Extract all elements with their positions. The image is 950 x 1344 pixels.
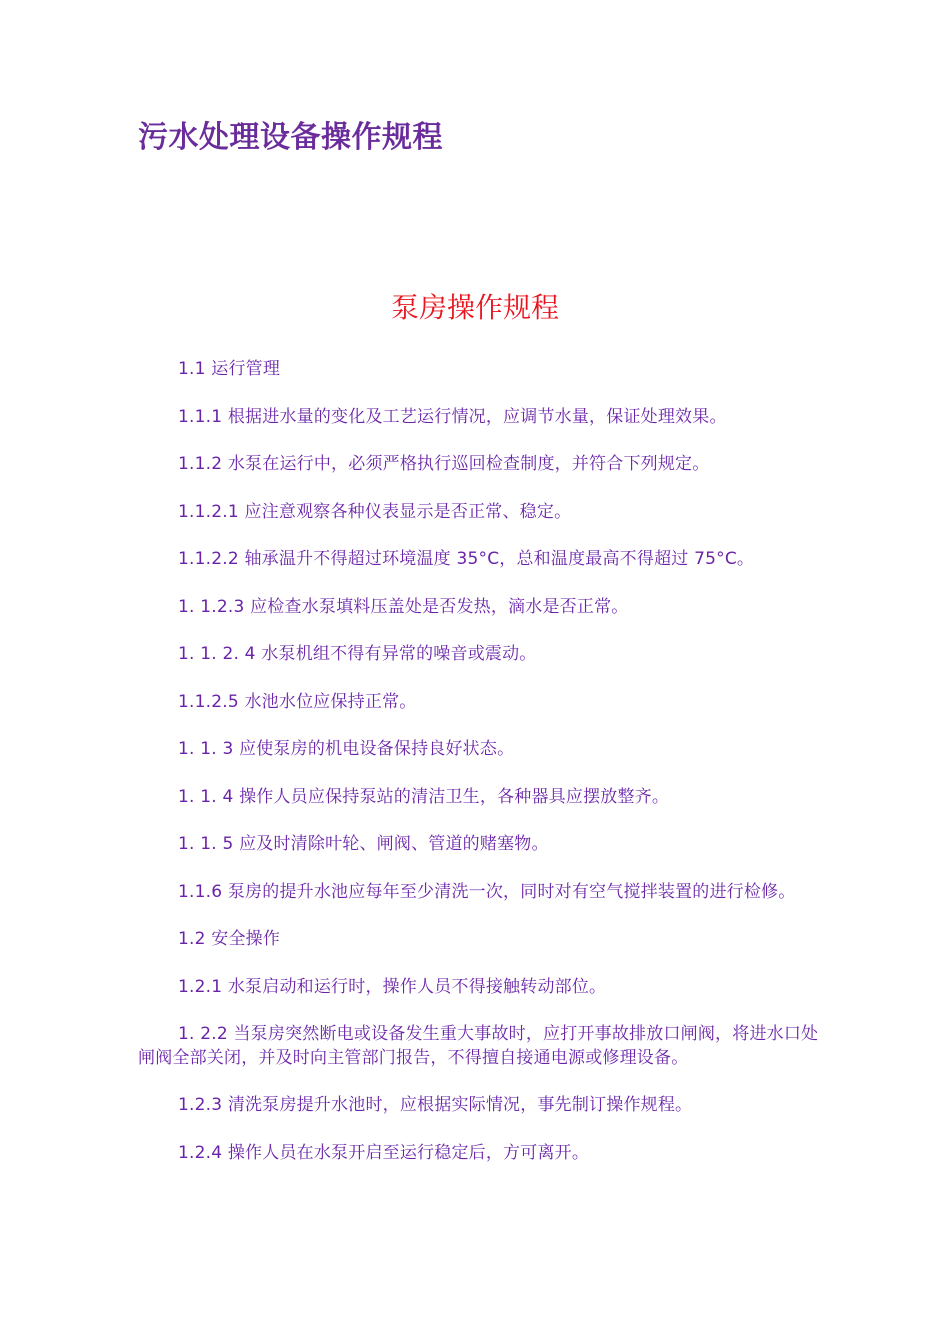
body-paragraphs [138, 358, 824, 1189]
paragraph: 1.2.4 操作人员在水泵开启至运行稳定后，方可离开。 [178, 1142, 590, 1163]
document-title: 污水处理设备操作规程 [138, 120, 443, 155]
paragraph: 1.1.2 水泵在运行中，必须严格执行巡回检查制度，并符合下列规定。 [178, 454, 710, 474]
paragraph: 1.1 运行管理 [178, 359, 281, 379]
paragraph: 1.1.2.5 水池水位应保持正常。 [178, 691, 417, 712]
paragraph: 1.2 安全操作 [178, 929, 281, 949]
paragraph: 1.2.3 清洗泵房提升水池时，应根据实际情况，事先制订操作规程。 [178, 1095, 693, 1115]
paragraph: 1. 1. 5 应及时清除叶轮、闸阀、管道的赌塞物。 [178, 834, 549, 854]
paragraph: 1.1.2.2 轴承温升不得超过环境温度 35°C，总和温度最高不得超过 75°C。 [178, 549, 755, 569]
paragraph: 1. 1. 3 应使泵房的机电设备保持良好状态。 [178, 739, 515, 759]
paragraph: 1.1.1 根据进水量的变化及工艺运行情况，应调节水量，保证处理效果。 [178, 406, 727, 427]
section-title: 泵房操作规程 [390, 291, 559, 324]
paragraph: 1. 2.2 当泵房突然断电或设备发生重大事故时，应打开事故排放口闸阀，将进水口处闸阀全部关闭，并及时向主管部门报告，不得擅自接通电源或修理设备。 [138, 1024, 819, 1068]
paragraph: 1. 1.2.3 应检查水泵填料压盖处是否发热，滴水是否正常。 [178, 596, 629, 617]
paragraph: 1.1.6 泵房的提升水池应每年至少清洗一次，同时对有空气搅拌装置的进行检修。 [178, 881, 796, 902]
paragraph: 1. 1. 4 操作人员应保持泵站的清洁卫生，各种器具应摆放整齐。 [178, 786, 670, 807]
paragraph: 1.1.2.1 应注意观察各种仪表显示是否正常、稳定。 [178, 501, 572, 522]
paragraph: 1. 1. 2. 4 水泵机组不得有异常的噪音或震动。 [178, 644, 537, 664]
paragraph: 1.2.1 水泵启动和运行时，操作人员不得接触转动部位。 [178, 976, 607, 997]
